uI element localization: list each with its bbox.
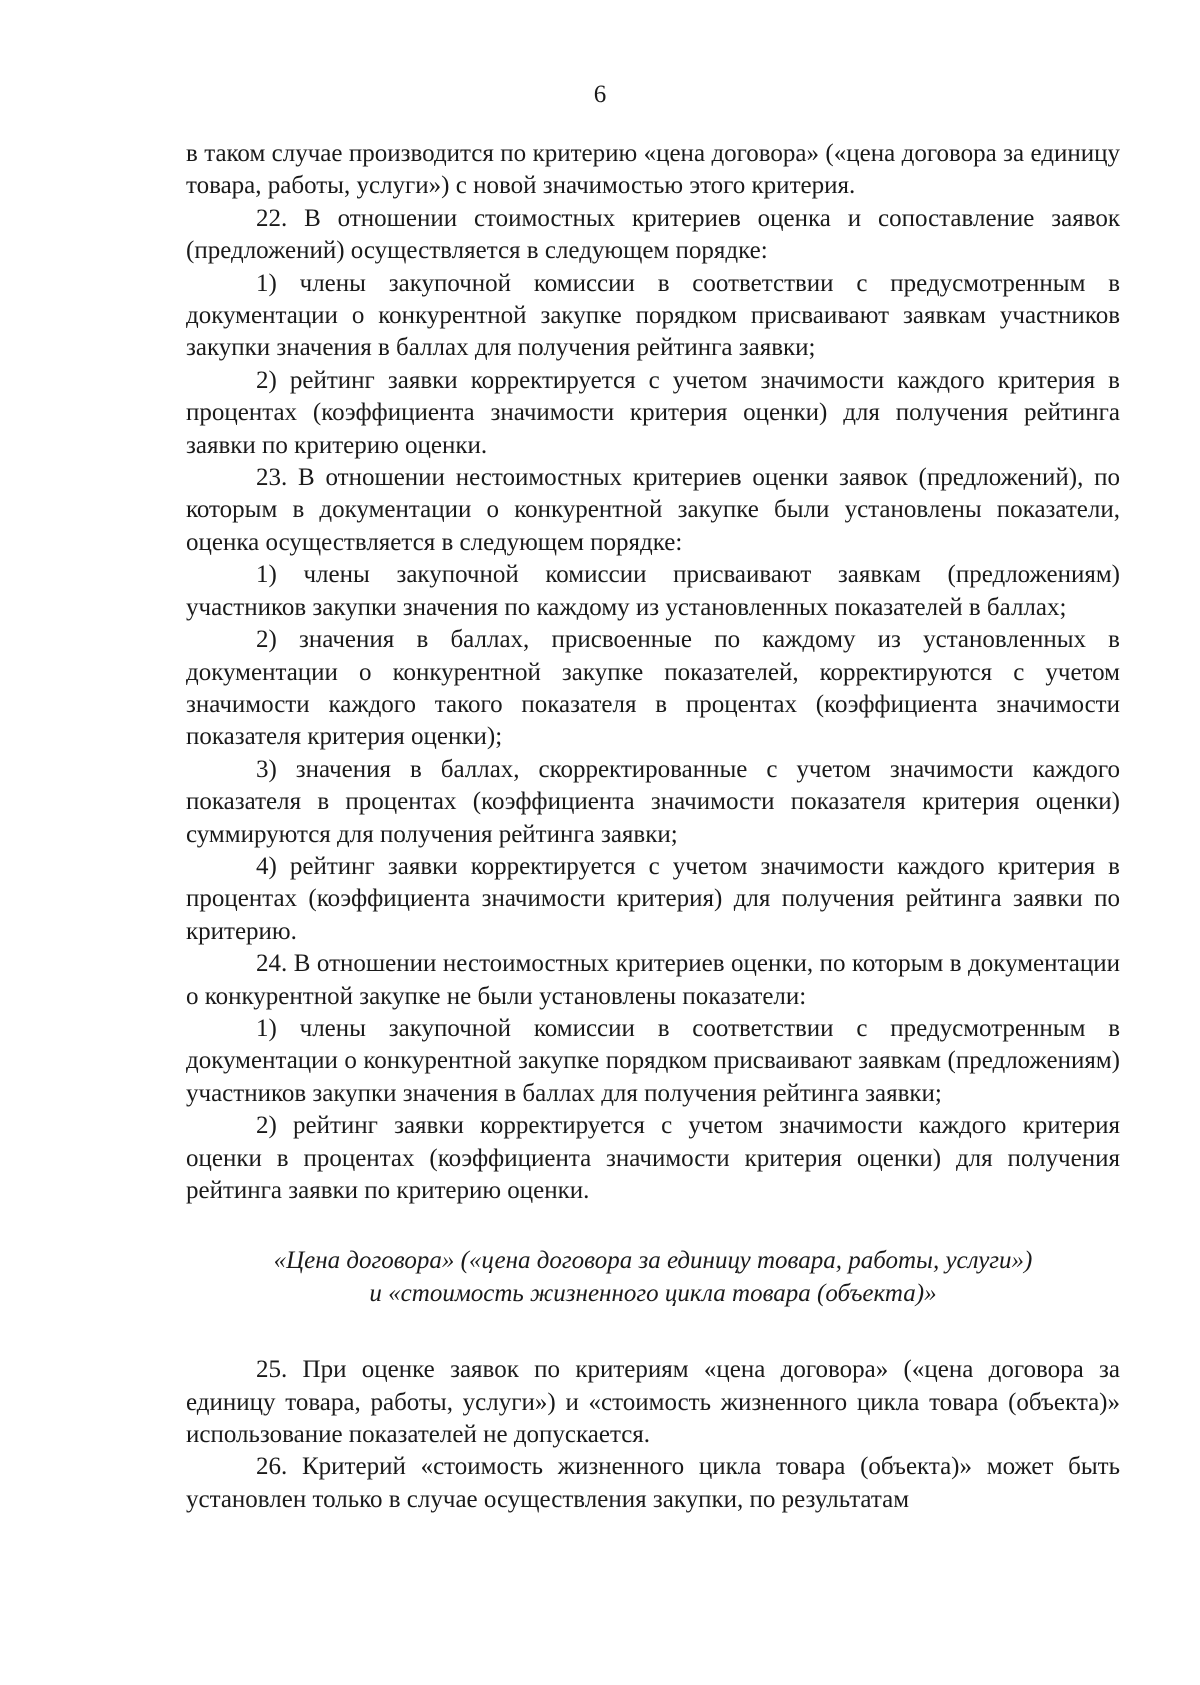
- paragraph-23-item-4: 4) рейтинг заявки корректируется с учетом значимости каждого критерия в процентах (коэффициента значимости критерия) для получения рейтинга заявки по критерию.: [186, 852, 1120, 945]
- paragraph-23-item-2: 2) значения в баллах, присвоенные по каждому из установленных в документации о конкурентной закупке показателей, корректируются с учетом значимости каждого такого показателя в процентах (коэффициента значимости показателя критерия оценки);: [186, 626, 1120, 751]
- paragraph-24-item-2: 2) рейтинг заявки корректируется с учетом значимости каждого критерия оценки в процентах (коэффициента значимости критерия оценки) для получения рейтинга заявки по критерию оценки.: [186, 1112, 1120, 1204]
- section-heading-line-1: «Цена договора» («цена договора за единицу товара, работы, услуги»): [273, 1247, 1033, 1275]
- paragraph-25: 25. При оценке заявок по критериям «цена договора» («цена договора за единицу товара, работы, услуги») и «стоимость жизненного цикла товара (объекта)» использование показателей не допускается.: [186, 1356, 1120, 1449]
- page-number: 6: [593, 81, 607, 108]
- paragraph-22-item-2: 2) рейтинг заявки корректируется с учетом значимости каждого критерия в процентах (коэффициента значимости критерия оценки) для получения рейтинга заявки по критерию оценки.: [186, 366, 1120, 459]
- section-heading: [186, 1245, 1120, 1310]
- paragraph-22: 22. В отношении стоимостных критериев оценка и сопоставление заявок (предложений) осуществляется в следующем порядке:: [186, 204, 1120, 265]
- document-body: [186, 138, 1120, 1516]
- paragraph-24: 24. В отношении нестоимостных критериев оценки, по которым в документации о конкурентной закупке не были установлены показатели:: [186, 950, 1120, 1010]
- paragraph-26: 26. Критерий «стоимость жизненного цикла товара (объекта)» может быть установлен только в случае осуществления закупки, по результатам: [186, 1453, 1120, 1513]
- section-heading-line-2: и «стоимость жизненного цикла товара (объекта)»: [369, 1279, 937, 1307]
- paragraph-22-item-1: 1) члены закупочной комиссии в соответствии с предусмотренным в документации о конкурентной закупке порядком присваивают заявкам участников закупки значения в баллах для получения рейтинга заявки;: [186, 269, 1120, 362]
- paragraph-continuation: в таком случае производится по критерию «цена договора» («цена договора за единицу товара, работы, услуги») с новой значимостью этого критерия.: [186, 140, 1120, 200]
- paragraph-23: 23. В отношении нестоимостных критериев оценки заявок (предложений), по которым в документации о конкурентной закупке были установлены показатели, оценка осуществляется в следующем порядке:: [186, 464, 1120, 556]
- paragraph-23-item-1: 1) члены закупочной комиссии присваивают заявкам (предложениям) участников закупки значения по каждому из установленных показателей в баллах;: [186, 561, 1120, 621]
- paragraph-23-item-3: 3) значения в баллах, скорректированные с учетом значимости каждого показателя в процентах (коэффициента значимости показателя критерия оценки) суммируются для получения рейтинга заявки;: [186, 755, 1120, 848]
- paragraph-24-item-1: 1) члены закупочной комиссии в соответствии с предусмотренным в документации о конкурентной закупке порядком присваивают заявкам (предложениям) участников закупки значения в баллах для получения рейтинга заявки;: [186, 1014, 1120, 1107]
